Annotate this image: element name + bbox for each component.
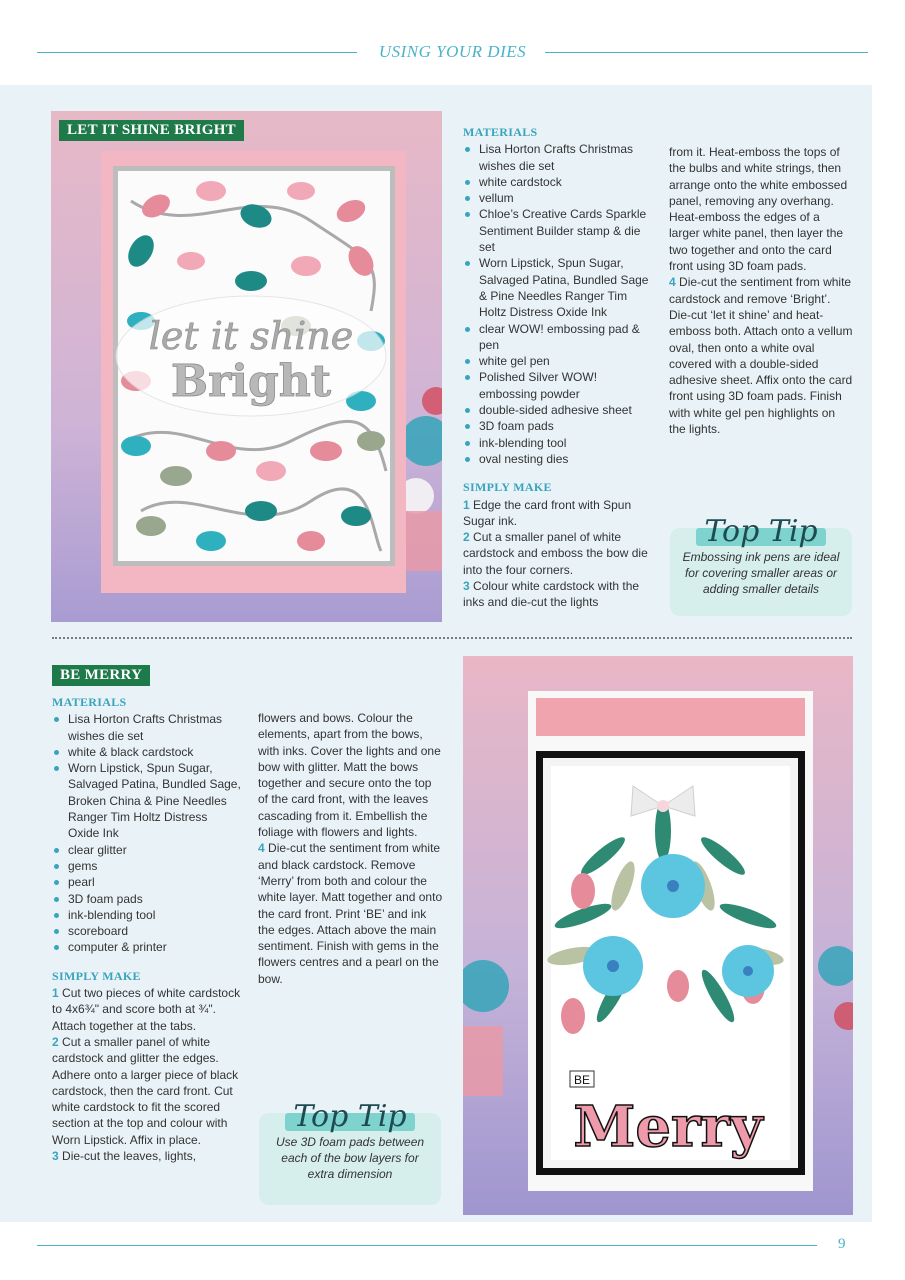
card1-text-col-2 [669,144,853,437]
list-item: white & black cardstock [52,744,242,760]
card2-materials-list [52,711,242,955]
list-item: gems [52,858,242,874]
card1-materials-heading: MATERIALS [463,125,538,139]
card2-step-4: 4 Die-cut the sentiment from white and black cardstock. Remove ‘Merry’ from both and colour the white layer. Matt together and onto the card front. Print ‘BE’ and ink the edges. Attach above the main sentiment. Finish with gems in the flowers centres and a pearl on the bow. [258,841,443,986]
card2-tag: BE MERRY [52,665,150,686]
section-title: USING YOUR DIES [0,42,905,62]
card1-tip-heading: Top Tip [694,514,827,549]
card2-photo [463,656,853,1215]
card1-step-3: 3 Colour white cardstock with the inks and die-cut the lights [463,579,640,610]
list-item: computer & printer [52,939,242,955]
list-item: Worn Lipstick, Spun Sugar, Salvaged Patina, Bundled Sage, Broken China & Pine Needles Ranger Tim Holtz Distress Oxide Ink [52,760,242,841]
card2-tip-text: Use 3D foam pads between each of the bow layers for extra dimension [275,1135,425,1181]
list-item: white cardstock [463,174,653,190]
card1-step-2: 2 Cut a smaller panel of white cardstock and emboss the bow die into the four corners. [463,530,648,577]
list-item: oval nesting dies [463,451,653,467]
card1-step-4: 4 Die-cut the sentiment from white cardstock and remove ‘Bright’. Die-cut ‘let it shine’ and heat-emboss both. Attach onto a vellum oval, then onto a white oval covered with a double-sided adhesive sheet. Affix onto the card front using 3D foam pads. Finish with white gel pen highlights on the lights. [669,275,853,437]
card2-step-1: 1 Cut two pieces of white cardstock to 4x6¾" and score both at ¾". Attach together at the tabs. [52,986,241,1033]
card2-sentiment-big: Merry [573,1094,763,1160]
card1-tag: LET IT SHINE BRIGHT [59,120,244,141]
list-item: Worn Lipstick, Spun Sugar, Salvaged Patina, Bundled Sage & Pine Needles Ranger Tim Holtz Distress Oxide Ink [463,255,653,320]
section-divider [52,637,852,639]
list-item: ink-blending tool [463,435,653,451]
card2-make-heading: SIMPLY MAKE [52,968,141,983]
card2-top-tip [259,1099,441,1205]
card2-step-3-continued: flowers and bows. Colour the elements, apart from the bows, with inks. Cover the lights and one bow with glitter. Matt the bows together and secure onto the top of the card front, with the leaves cascading from it. Embellish the foliage with flowers and lights. [258,711,441,840]
card1-text-col-1 [463,124,653,611]
card1-top-tip [670,514,852,616]
footer-rule [37,1245,817,1246]
card2-tip-heading: Top Tip [283,1099,416,1134]
list-item: white gel pen [463,353,653,369]
card2-sentiment-small: BE [573,1073,591,1087]
list-item: Polished Silver WOW! embossing powder [463,369,653,402]
list-item: Lisa Horton Crafts Christmas wishes die set [463,141,653,174]
list-item: vellum [463,190,653,206]
card1-make-heading: SIMPLY MAKE [463,480,552,495]
list-item: ink-blending tool [52,907,242,923]
card1-materials-list [463,141,653,467]
page-number: 9 [838,1236,846,1252]
card1-photo [51,111,442,622]
card2-step-3: 3 Die-cut the leaves, lights, [52,1149,197,1164]
list-item: clear WOW! embossing pad & pen [463,321,653,354]
list-item: 3D foam pads [463,418,653,434]
list-item: pearl [52,874,242,890]
card1-step-1: 1 Edge the card front with Spun Sugar ink. [463,497,632,528]
list-item: Chloe’s Creative Cards Sparkle Sentiment Builder stamp & die set [463,206,653,255]
list-item: double-sided adhesive sheet [463,402,653,418]
card2-step-2: 2 Cut a smaller panel of white cardstock and glitter the edges. Adhere onto a larger piece of black cardstock, then the card front. Cut white cardstock to fit the scored section at the top and colour with Worn Lipstick. Affix in place. [52,1034,239,1147]
card2-text-col-1 [52,694,242,1164]
list-item: 3D foam pads [52,891,242,907]
list-item: clear glitter [52,842,242,858]
card1-step-3-continued: from it. Heat-emboss the tops of the bulbs and white strings, then arrange onto the white embossed panel, removing any overhang. Heat-emboss the edges of a larger white panel, then layer the two together and onto the card front using 3D foam pads. [669,145,848,274]
card2-materials-heading: MATERIALS [52,695,127,709]
card2-text-col-2 [258,710,444,987]
card1-tip-text: Embossing ink pens are ideal for covering smaller areas or adding smaller details [682,550,840,596]
card1-sentiment-top: let it shine [148,314,354,358]
list-item: scoreboard [52,923,242,939]
list-item: Lisa Horton Crafts Christmas wishes die set [52,711,242,744]
card1-sentiment-bottom: Bright [170,356,332,407]
